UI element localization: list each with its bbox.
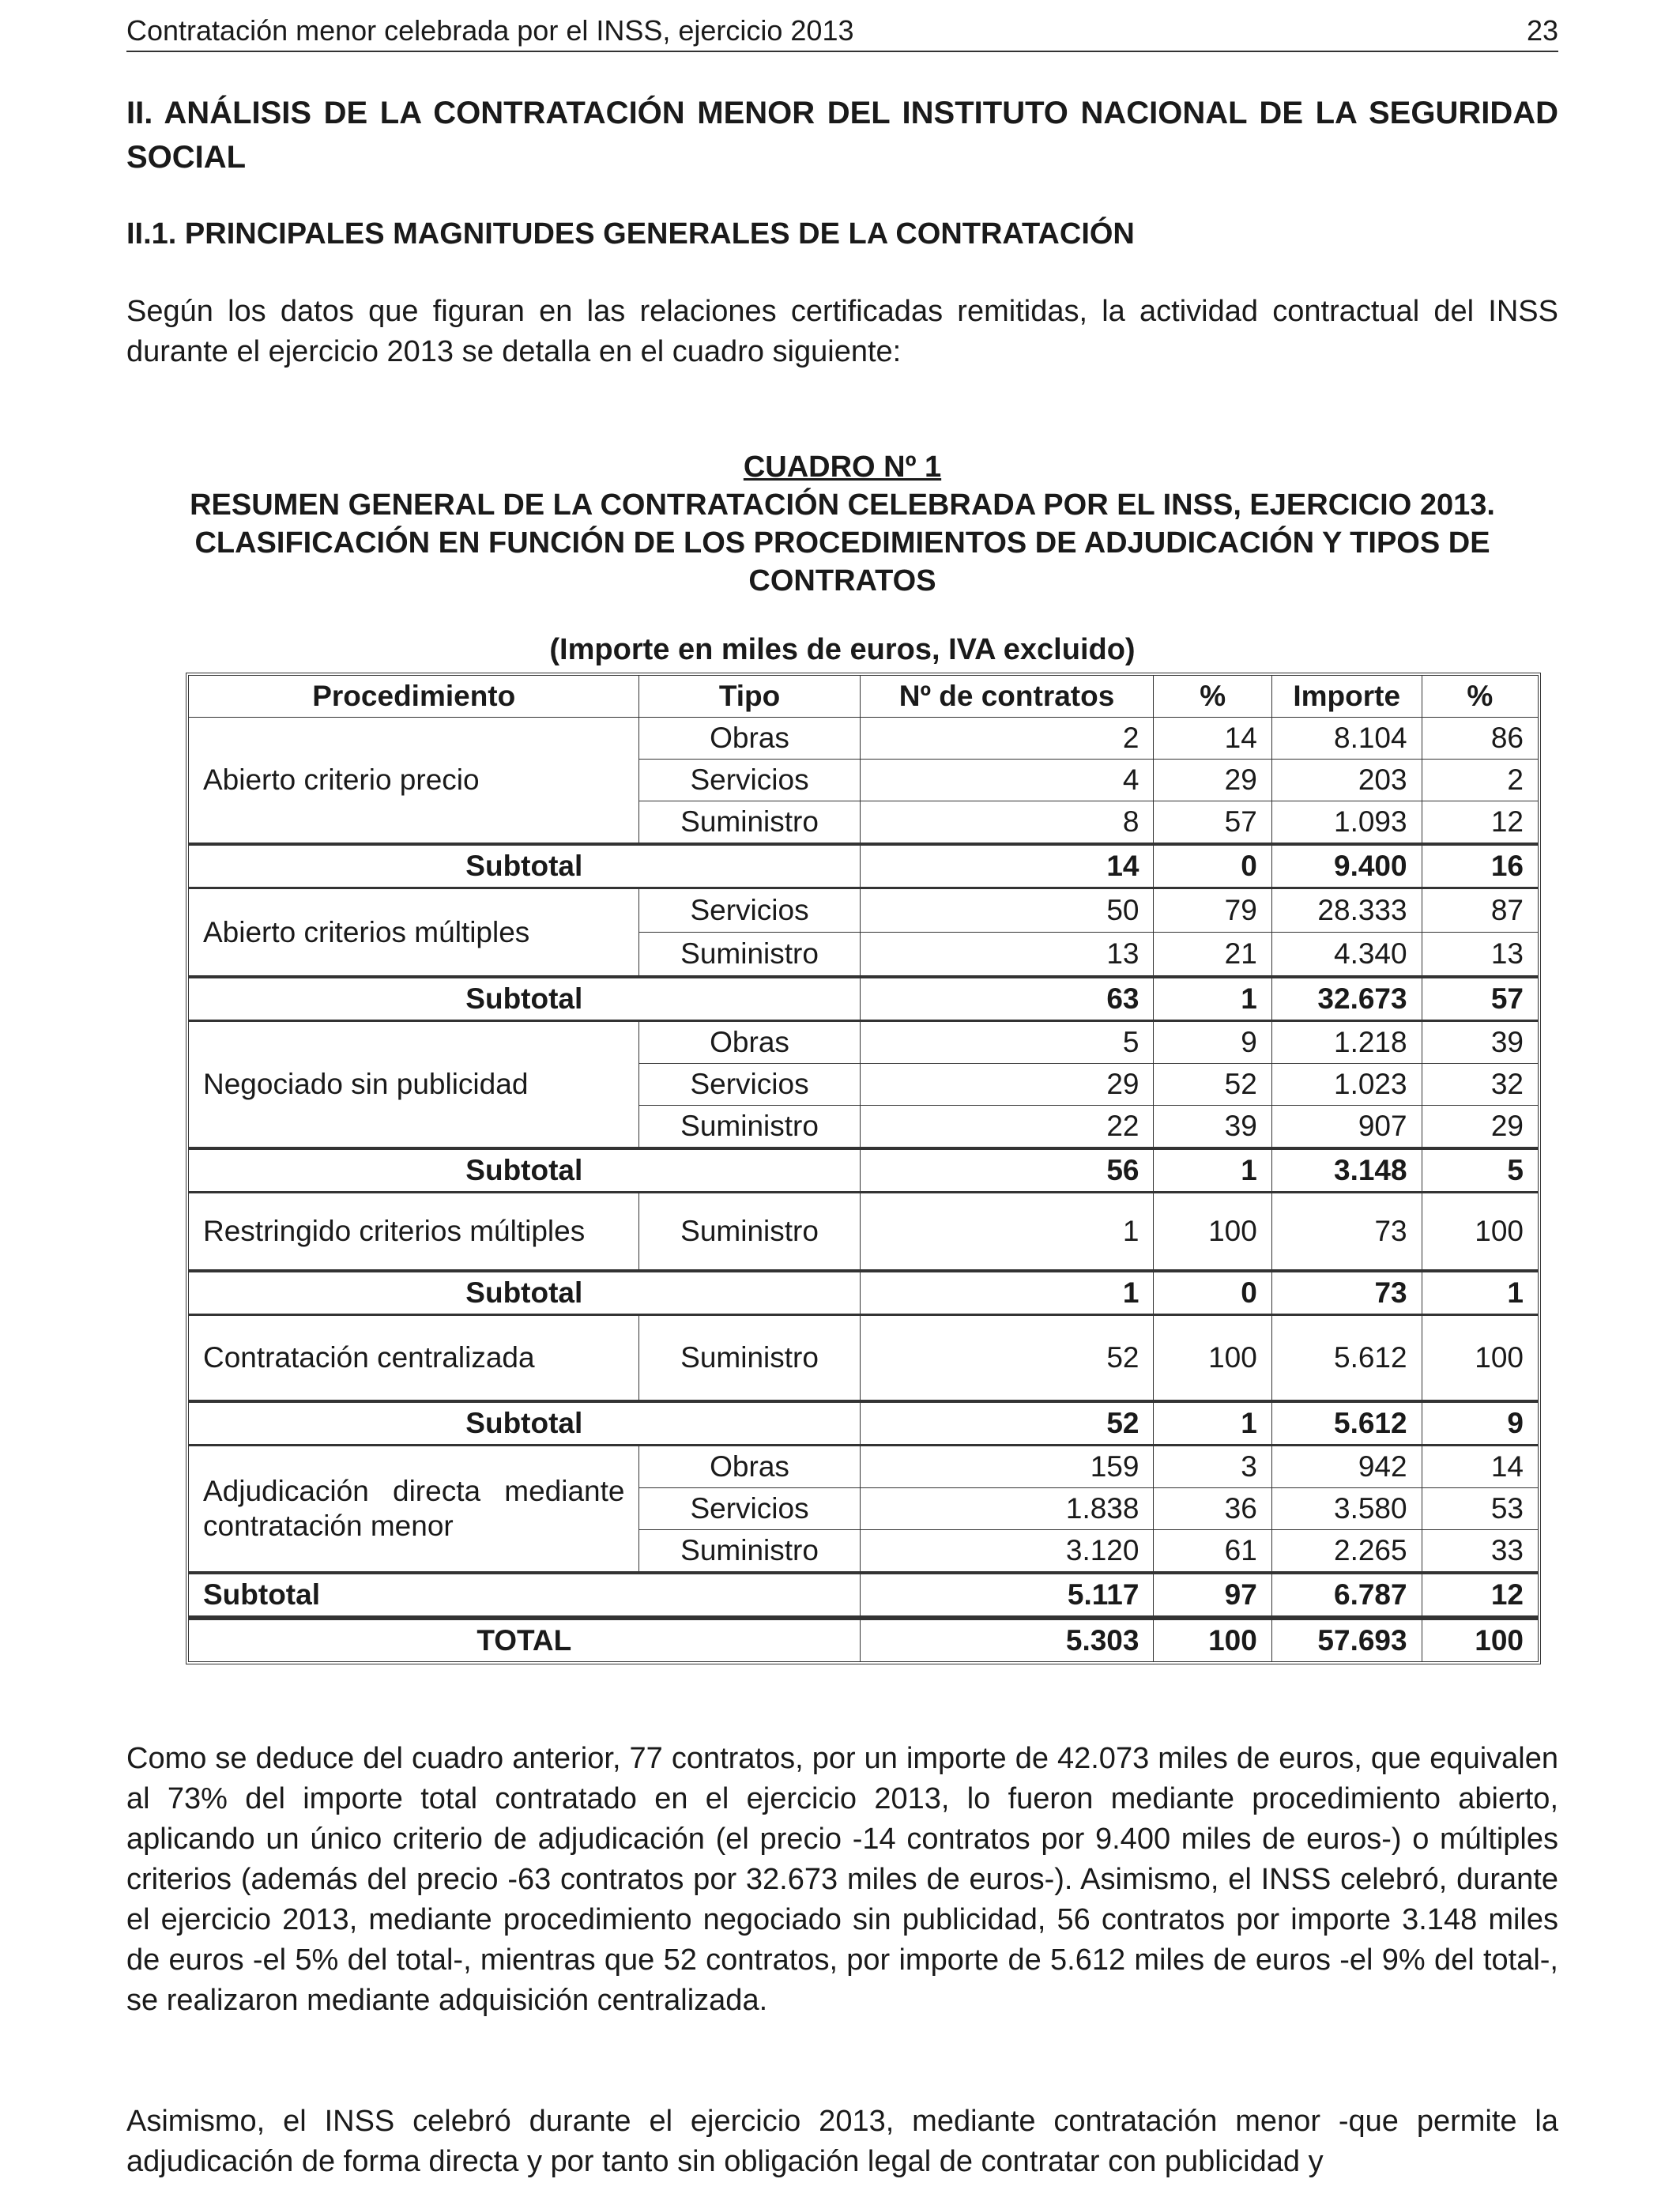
count-cell: 29 [861, 1064, 1155, 1106]
pct-amount-cell: 16 [1422, 843, 1538, 889]
pct-amount-cell: 14 [1422, 1446, 1538, 1488]
pct-count-cell: 36 [1154, 1488, 1271, 1530]
pct-count-cell: 52 [1154, 1064, 1271, 1106]
pct-amount-cell: 29 [1422, 1106, 1538, 1148]
amount-cell: 5.612 [1272, 1400, 1422, 1446]
pct-count-cell: 79 [1154, 889, 1271, 933]
summary-table [186, 673, 1541, 1664]
page-number: 23 [1526, 14, 1558, 47]
table-row [189, 1193, 1538, 1270]
type-cell: Suministro [639, 933, 860, 976]
header-pct-contratos: % [1154, 676, 1271, 718]
count-cell: 1 [861, 1193, 1155, 1270]
amount-cell: 3.148 [1272, 1148, 1422, 1193]
type-cell: Servicios [639, 1064, 860, 1106]
type-cell: Servicios [639, 1488, 860, 1530]
section-heading: II.1. PRINCIPALES MAGNITUDES GENERALES DE LA CONTRATACIÓN [126, 217, 1135, 251]
pct-amount-cell: 32 [1422, 1064, 1538, 1106]
count-cell: 50 [861, 889, 1155, 933]
amount-cell: 73 [1272, 1193, 1422, 1270]
chapter-heading: II. ANÁLISIS DE LA CONTRATACIÓN MENOR DEL INSTITUTO NACIONAL DE LA SEGURIDAD SOCIAL [126, 96, 1558, 175]
pct-amount-cell: 100 [1422, 1193, 1538, 1270]
type-cell: Suministro [639, 1193, 860, 1270]
running-header-title: Contratación menor celebrada por el INSS, ejercicio 2013 [126, 14, 854, 47]
count-cell: 52 [861, 1400, 1155, 1446]
amount-cell: 9.400 [1272, 843, 1422, 889]
subtotal-row [189, 843, 1538, 889]
pct-amount-cell: 39 [1422, 1022, 1538, 1064]
subtotal-label: Subtotal [189, 843, 861, 889]
amount-cell: 907 [1272, 1106, 1422, 1148]
table-row [189, 889, 1538, 933]
pct-count-cell: 14 [1154, 718, 1271, 760]
subtotal-label: Subtotal [189, 1572, 861, 1618]
subtotal-row [189, 1400, 1538, 1446]
procedure-cell: Restringido criterios múltiples [189, 1193, 639, 1270]
pct-amount-cell: 12 [1422, 801, 1538, 843]
amount-cell: 5.612 [1272, 1316, 1422, 1400]
pct-count-cell: 3 [1154, 1446, 1271, 1488]
table-caption [126, 448, 1558, 600]
subtotal-row [189, 1270, 1538, 1316]
type-cell: Suministro [639, 1316, 860, 1400]
pct-count-cell: 1 [1154, 1400, 1271, 1446]
pct-amount-cell: 33 [1422, 1530, 1538, 1572]
table-row [189, 1446, 1538, 1488]
count-cell: 5.303 [861, 1618, 1155, 1661]
header-pct-importe: % [1422, 676, 1538, 718]
total-row [189, 1618, 1538, 1661]
type-cell: Servicios [639, 889, 860, 933]
subtotal-row [189, 976, 1538, 1022]
table-number: CUADRO Nº 1 [743, 450, 942, 484]
count-cell: 63 [861, 976, 1155, 1022]
pct-amount-cell: 53 [1422, 1488, 1538, 1530]
table-row [189, 1022, 1538, 1064]
pct-count-cell: 39 [1154, 1106, 1271, 1148]
pct-count-cell: 0 [1154, 843, 1271, 889]
closing-paragraph: Asimismo, el INSS celebró durante el ejercicio 2013, mediante contratación menor -que permite la adjudicación de forma directa y por tanto sin obligación legal de contratar con publicidad y [126, 2105, 1558, 2178]
count-cell: 1.838 [861, 1488, 1155, 1530]
procedure-cell: Abierto criterios múltiples [189, 889, 639, 976]
procedure-cell: Abierto criterio precio [189, 718, 639, 843]
total-label: TOTAL [189, 1618, 861, 1661]
table-row [189, 718, 1538, 760]
header-procedimiento: Procedimiento [189, 676, 639, 718]
amount-cell: 1.093 [1272, 801, 1422, 843]
table-header-row [189, 676, 1538, 718]
amount-cell: 28.333 [1272, 889, 1422, 933]
pct-count-cell: 9 [1154, 1022, 1271, 1064]
amount-cell: 942 [1272, 1446, 1422, 1488]
table-row [189, 1316, 1538, 1400]
type-cell: Obras [639, 1446, 860, 1488]
pct-count-cell: 100 [1154, 1193, 1271, 1270]
running-header [126, 11, 1558, 52]
subtotal-label: Subtotal [189, 1400, 861, 1446]
subtotal-label: Subtotal [189, 1270, 861, 1316]
pct-amount-cell: 13 [1422, 933, 1538, 976]
type-cell: Suministro [639, 1530, 860, 1572]
pct-count-cell: 1 [1154, 1148, 1271, 1193]
procedure-cell: Adjudicación directa mediante contratación menor [189, 1446, 639, 1572]
amount-cell: 32.673 [1272, 976, 1422, 1022]
procedure-cell: Contratación centralizada [189, 1316, 639, 1400]
pct-amount-cell: 100 [1422, 1618, 1538, 1661]
amount-cell: 1.023 [1272, 1064, 1422, 1106]
pct-count-cell: 61 [1154, 1530, 1271, 1572]
type-cell: Obras [639, 1022, 860, 1064]
count-cell: 3.120 [861, 1530, 1155, 1572]
count-cell: 14 [861, 843, 1155, 889]
analysis-paragraph: Como se deduce del cuadro anterior, 77 contratos, por un importe de 42.073 miles de euros, que equivalen al 73% del importe total contratado en el ejercicio 2013, lo fueron mediante procedimiento abierto, aplicando un único criterio de adjudicación (el precio -14 contratos por 9.400 miles de euros-) o múltiples criterios (además del precio -63 contratos por 32.673 miles de euros-). Asimismo, el INSS celebró, durante el ejercicio 2013, mediante procedimiento negociado sin publicidad, 56 contratos por importe 3.148 miles de euros -el 5% del total-, mientras que 52 contratos, por importe de 5.612 miles de euros -el 9% del total-, se realizaron mediante adquisición centralizada. [126, 1742, 1558, 2017]
header-num-contratos: Nº de contratos [861, 676, 1155, 718]
pct-amount-cell: 2 [1422, 760, 1538, 801]
pct-amount-cell: 86 [1422, 718, 1538, 760]
subtotal-row [189, 1572, 1538, 1618]
type-cell: Suministro [639, 1106, 860, 1148]
header-tipo: Tipo [639, 676, 860, 718]
pct-count-cell: 97 [1154, 1572, 1271, 1618]
pct-count-cell: 0 [1154, 1270, 1271, 1316]
count-cell: 5 [861, 1022, 1155, 1064]
pct-count-cell: 29 [1154, 760, 1271, 801]
type-cell: Suministro [639, 801, 860, 843]
table-title-line1: RESUMEN GENERAL DE LA CONTRATACIÓN CELEBRADA POR EL INSS, EJERCICIO 2013. [190, 488, 1495, 522]
count-cell: 13 [861, 933, 1155, 976]
pct-amount-cell: 87 [1422, 889, 1538, 933]
table-units-note: (Importe en miles de euros, IVA excluido) [549, 633, 1136, 666]
pct-count-cell: 100 [1154, 1618, 1271, 1661]
amount-cell: 73 [1272, 1270, 1422, 1316]
pct-count-cell: 100 [1154, 1316, 1271, 1400]
table-title-line2: CLASIFICACIÓN EN FUNCIÓN DE LOS PROCEDIMIENTOS DE ADJUDICACIÓN Y TIPOS DE CONTRATOS [194, 526, 1490, 598]
count-cell: 22 [861, 1106, 1155, 1148]
count-cell: 1 [861, 1270, 1155, 1316]
subtotal-row [189, 1148, 1538, 1193]
amount-cell: 1.218 [1272, 1022, 1422, 1064]
amount-cell: 3.580 [1272, 1488, 1422, 1530]
count-cell: 8 [861, 801, 1155, 843]
intro-paragraph: Según los datos que figuran en las relaciones certificadas remitidas, la actividad contractual del INSS durante el ejercicio 2013 se detalla en el cuadro siguiente: [126, 295, 1558, 368]
pct-count-cell: 57 [1154, 801, 1271, 843]
count-cell: 4 [861, 760, 1155, 801]
amount-cell: 4.340 [1272, 933, 1422, 976]
amount-cell: 203 [1272, 760, 1422, 801]
type-cell: Obras [639, 718, 860, 760]
pct-amount-cell: 57 [1422, 976, 1538, 1022]
procedure-cell: Negociado sin publicidad [189, 1022, 639, 1148]
pct-amount-cell: 1 [1422, 1270, 1538, 1316]
amount-cell: 57.693 [1272, 1618, 1422, 1661]
amount-cell: 6.787 [1272, 1572, 1422, 1618]
subtotal-label: Subtotal [189, 1148, 861, 1193]
pct-amount-cell: 12 [1422, 1572, 1538, 1618]
type-cell: Servicios [639, 760, 860, 801]
pct-count-cell: 21 [1154, 933, 1271, 976]
count-cell: 159 [861, 1446, 1155, 1488]
subtotal-label: Subtotal [189, 976, 861, 1022]
count-cell: 56 [861, 1148, 1155, 1193]
pct-amount-cell: 9 [1422, 1400, 1538, 1446]
amount-cell: 8.104 [1272, 718, 1422, 760]
count-cell: 5.117 [861, 1572, 1155, 1618]
count-cell: 2 [861, 718, 1155, 760]
pct-amount-cell: 100 [1422, 1316, 1538, 1400]
pct-amount-cell: 5 [1422, 1148, 1538, 1193]
amount-cell: 2.265 [1272, 1530, 1422, 1572]
pct-count-cell: 1 [1154, 976, 1271, 1022]
header-importe: Importe [1272, 676, 1422, 718]
count-cell: 52 [861, 1316, 1155, 1400]
